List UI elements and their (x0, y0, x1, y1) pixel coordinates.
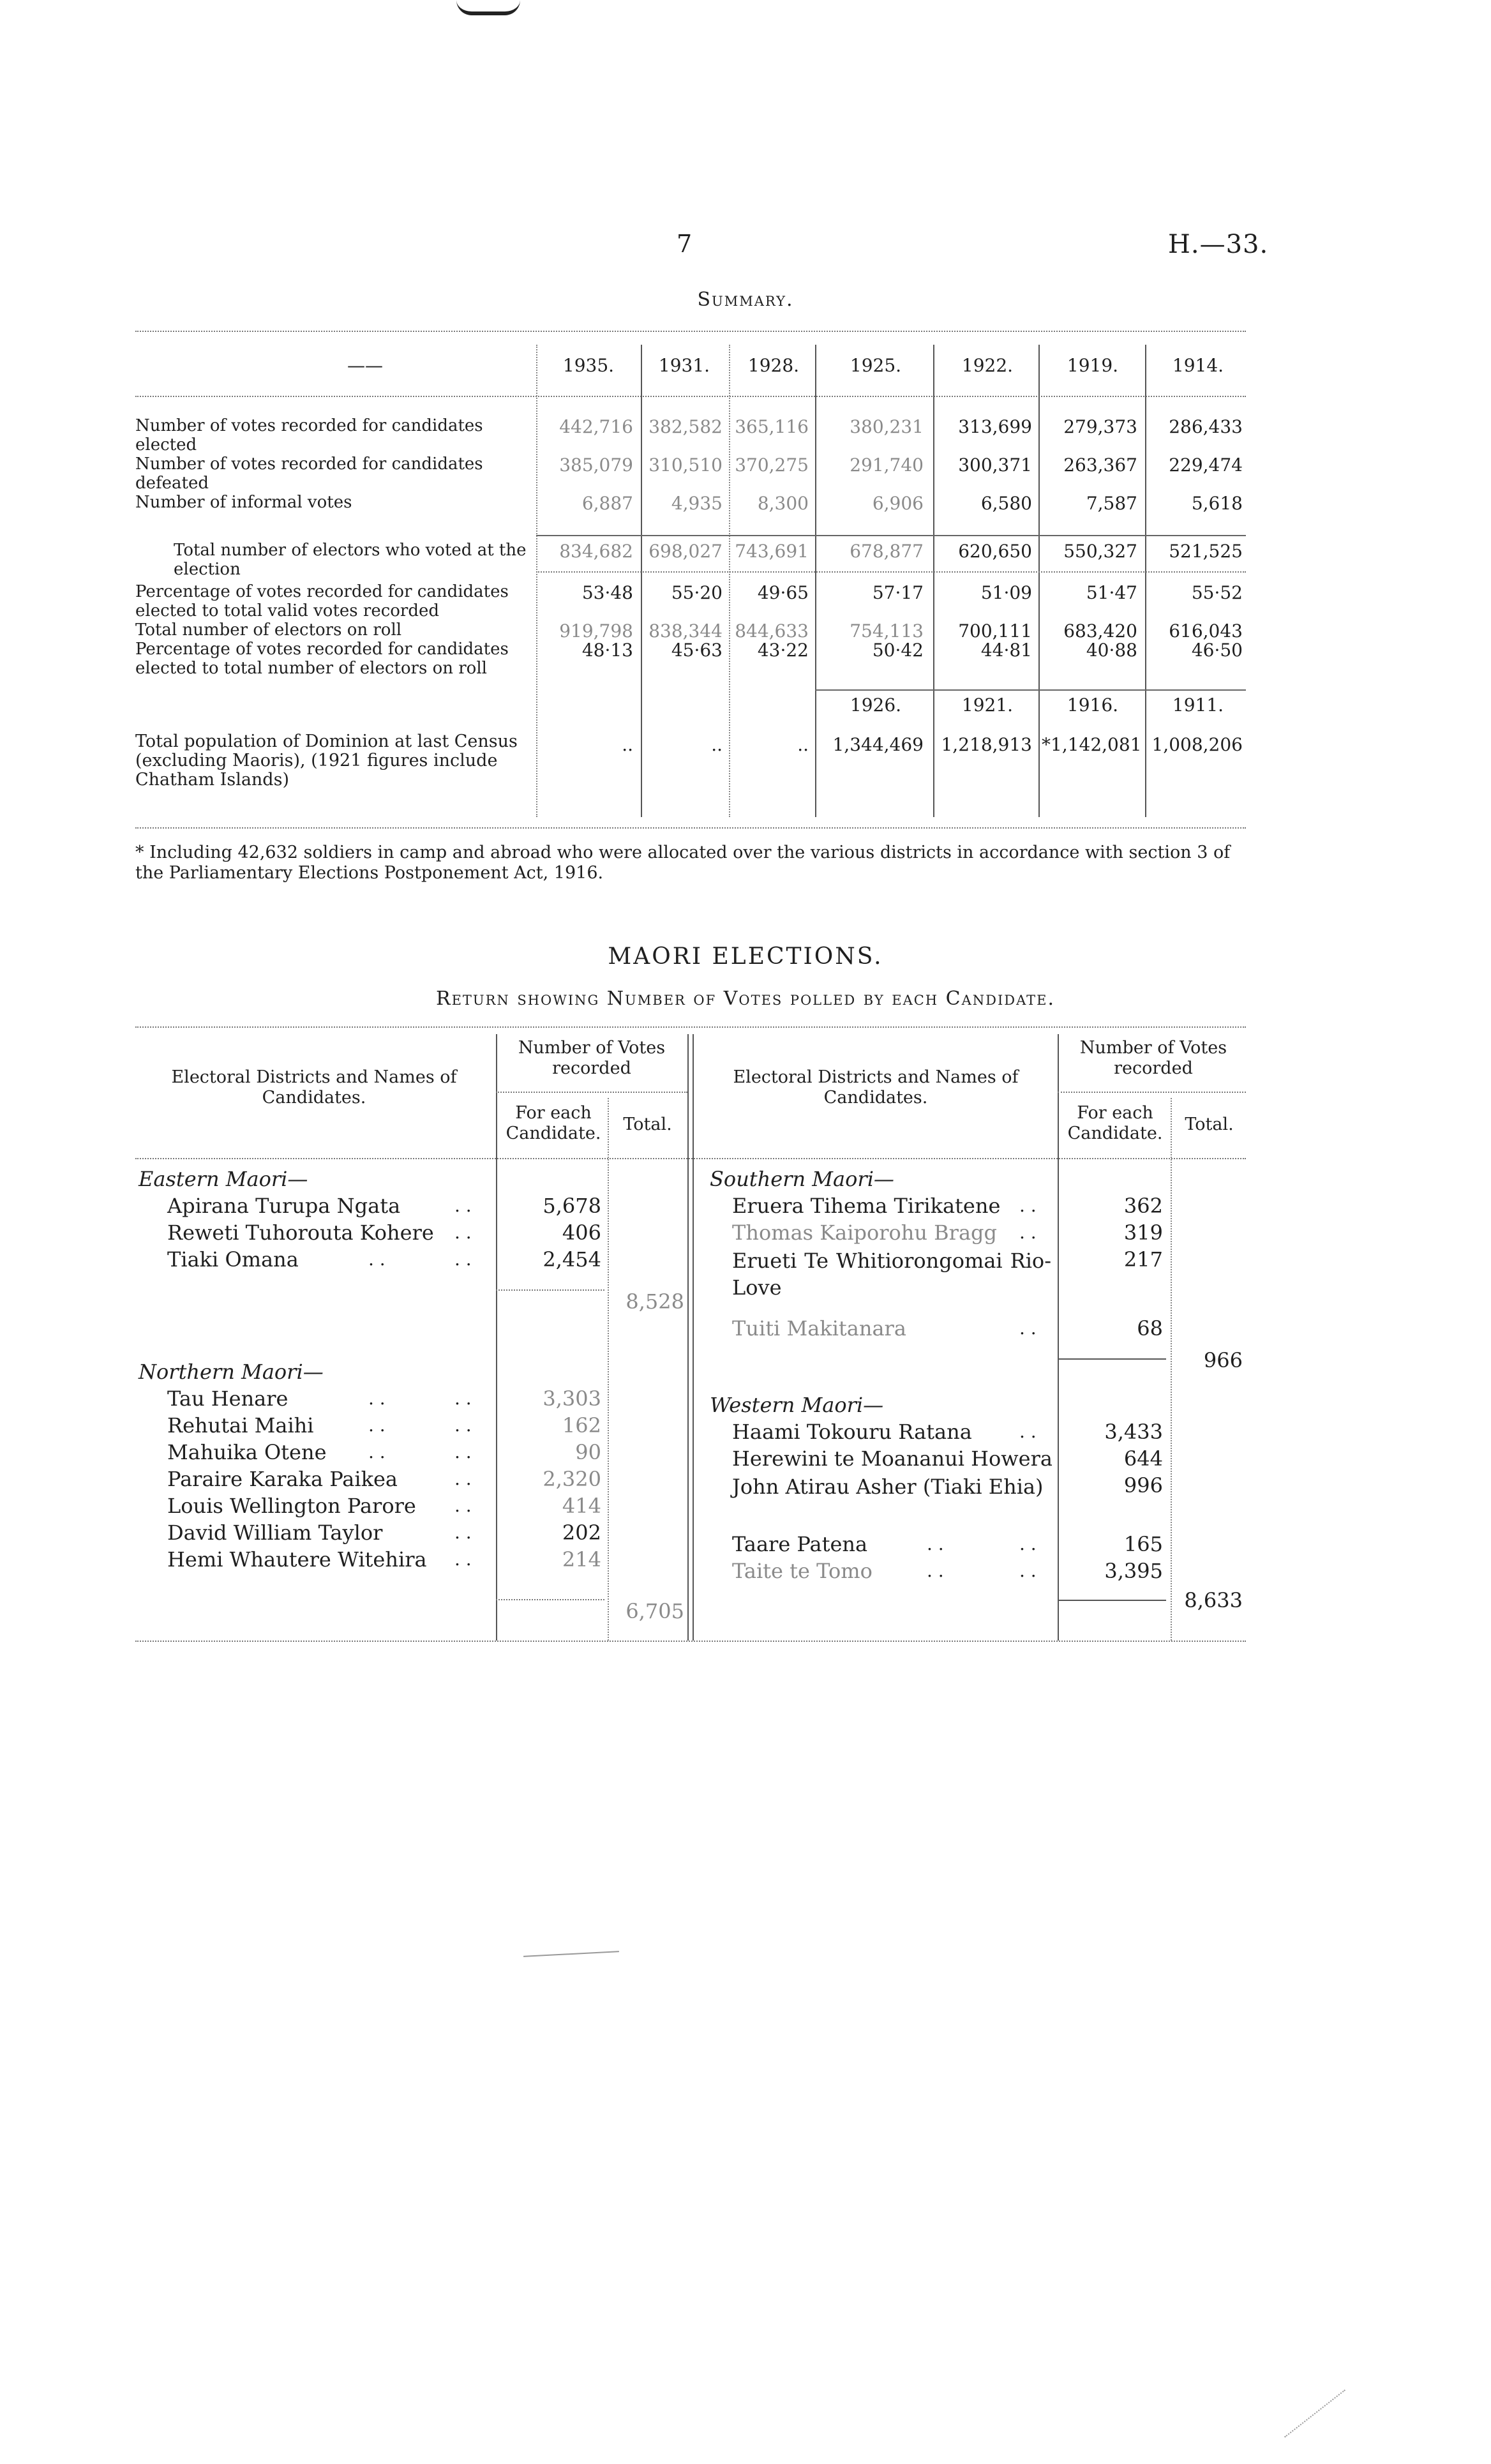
district-western-maori: Western Maori— (710, 1393, 884, 1417)
candidate-name: Tau Henare (167, 1386, 288, 1411)
summary-cell: 286,433 (1169, 416, 1243, 437)
candidate-name: Reweti Tuhorouta Kohere (167, 1221, 434, 1245)
summary-cell: 385,079 (559, 454, 633, 476)
binding-mark (456, 0, 520, 15)
right-district-header: Electoral Districts and Names of Candidates. (733, 1067, 1019, 1108)
column-header-blank: —— (347, 355, 383, 376)
candidate-votes: 3,303 (543, 1386, 601, 1411)
stray-mark (1284, 2389, 1345, 2437)
candidate-name: Mahuika Otene (167, 1440, 327, 1464)
summary-cell: 698,027 (648, 541, 723, 562)
candidate-votes: 3,433 (1104, 1420, 1163, 1444)
district-southern-maori: Southern Maori— (710, 1167, 894, 1191)
row-label-total-voted: Total number of electors who voted at the election (174, 541, 527, 579)
summary-cell: 838,344 (648, 620, 723, 642)
summary-cell: 683,420 (1063, 620, 1137, 642)
summary-cell: 382,582 (648, 416, 723, 437)
summary-footnote: * Including 42,632 soldiers in camp and abroad who were allocated over the various districts in accordance with section 3 of the Parliamentary Elections Postponement Act, 1916. (135, 843, 1231, 883)
census-year-1916: 1916. (1067, 695, 1119, 716)
summary-cell: 743,691 (735, 541, 809, 562)
census-cell: .. (622, 734, 633, 755)
right-total-header: Total. (1185, 1115, 1234, 1134)
summary-cell: 229,474 (1169, 454, 1243, 476)
candidate-name: Haami Tokouru Ratana (732, 1420, 972, 1444)
candidate-name: Erueti Te Whitiorongomai Rio-Love (732, 1249, 1051, 1300)
summary-cell: 300,371 (958, 454, 1032, 476)
column-header-1922: 1922. (961, 355, 1014, 376)
candidate-name: David William Taylor (167, 1521, 383, 1545)
right-for-each-header: For each Candidate. (1067, 1103, 1163, 1143)
row-label-votes-elected: Number of votes recorded for candidates elected (135, 416, 483, 454)
candidate-votes: 68 (1137, 1316, 1163, 1341)
district-total: 8,528 (626, 1289, 684, 1314)
summary-cell: 55·20 (671, 582, 723, 603)
district-total: 966 (1203, 1348, 1243, 1372)
summary-cell: 5,618 (1191, 493, 1243, 514)
summary-cell: 263,367 (1063, 454, 1137, 476)
summary-cell: 57·17 (872, 582, 924, 603)
column-header-1928: 1928. (747, 355, 800, 376)
census-year-1921: 1921. (961, 695, 1014, 716)
candidate-name: Apirana Turupa Ngata (167, 1194, 401, 1218)
district-eastern-maori: Eastern Maori— (139, 1167, 308, 1191)
summary-cell: 365,116 (735, 416, 809, 437)
census-year-1911: 1911. (1172, 695, 1224, 716)
summary-cell: 310,510 (648, 454, 723, 476)
summary-cell: 380,231 (850, 416, 924, 437)
candidate-name: Tuiti Makitanara (732, 1316, 906, 1341)
candidate-votes: 644 (1123, 1446, 1163, 1471)
summary-cell: 49·65 (757, 582, 809, 603)
row-label-census: Total population of Dominion at last Census (excluding Maoris), (1921 figures include Chatham Islands) (135, 732, 518, 790)
candidate-votes: 2,454 (543, 1247, 601, 1272)
maori-elections-title: MAORI ELECTIONS. (608, 943, 883, 970)
summary-cell: 51·09 (980, 582, 1032, 603)
candidate-votes: 214 (562, 1547, 601, 1572)
page-number: 7 (677, 230, 693, 258)
column-header-1931: 1931. (658, 355, 710, 376)
candidate-name: Tiaki Omana (167, 1247, 299, 1272)
maori-elections-subtitle: Return showing Number of Votes polled by each Candidate. (435, 988, 1056, 1010)
summary-cell: 4,935 (671, 493, 723, 514)
candidate-name: Rehutai Maihi (167, 1413, 314, 1438)
census-cell: *1,142,081 (1042, 734, 1142, 755)
row-label-pct-valid: Percentage of votes recorded for candidates elected to total valid votes recorded (135, 582, 509, 620)
summary-cell: 313,699 (958, 416, 1032, 437)
row-label-votes-defeated: Number of votes recorded for candidates defeated (135, 454, 483, 493)
summary-cell: 754,113 (850, 620, 924, 642)
right-votes-header: Number of Votes recorded (1079, 1038, 1227, 1078)
row-label-informal-votes: Number of informal votes (135, 493, 352, 512)
candidate-name: Thomas Kaiporohu Bragg (732, 1221, 998, 1245)
maori-votes-table: Electoral Districts and Names of Candidates. Number of Votes recorded For each Candidate. Total. Electoral Districts and Names of Candidates. Number of Votes recorded For each Candidate. Total. Eastern Maori— Apirana Turupa Ngata . . 5,678 Reweti Tuhorouta Kohere . . 406 Tiaki Omana . . . . 2,454 8,528 Northern Maori— Tau Henare . . . . 3,303 Rehutai Maihi . . . . 162 Mahuika Otene . . . . 90 Paraire Karaka Paikea . . 2,320 Louis Wellington Parore . . 414 David William Taylor . . 202 Hemi Whautere Witehira . . 214 6,705 Southern Maori— Eruera Tihema Tirikatene . . 362 Thomas Kaiporohu Bragg . . 319 Erueti Te Whitiorongomai Rio-Love 217 Tuiti Makitanara . . 68 966 Western Maori— Haami Tokouru Ratana . . 3,433 Herewini te Moananui Howera 644 John Atirau Asher (Tiaki Ehia) 996 Taare Patena . . . . 165 Taite te Tomo . . . . 3,395 8,633 (135, 1021, 1246, 1647)
row-label-electors-on-roll: Total number of electors on roll (135, 620, 402, 640)
summary-cell: 51·47 (1086, 582, 1137, 603)
candidate-name: Louis Wellington Parore (167, 1494, 416, 1518)
candidate-votes: 2,320 (543, 1467, 601, 1491)
summary-cell: 45·63 (671, 640, 723, 661)
candidate-votes: 90 (575, 1440, 601, 1464)
left-for-each-header: For each Candidate. (506, 1103, 601, 1143)
document-reference: H.—33. (1168, 230, 1269, 259)
candidate-name: Herewini te Moananui Howera (732, 1446, 1053, 1471)
candidate-name: Taare Patena (732, 1532, 868, 1556)
candidate-votes: 319 (1123, 1221, 1163, 1245)
summary-cell: 6,580 (980, 493, 1032, 514)
candidate-votes: 996 (1123, 1473, 1163, 1498)
summary-cell: 678,877 (850, 541, 924, 562)
summary-cell: 48·13 (581, 640, 633, 661)
summary-cell: 844,633 (735, 620, 809, 642)
census-cell: 1,008,206 (1151, 734, 1243, 755)
column-header-1914: 1914. (1172, 355, 1224, 376)
summary-cell: 7,587 (1086, 493, 1137, 514)
candidate-votes: 406 (562, 1221, 601, 1245)
summary-cell: 46·50 (1191, 640, 1243, 661)
column-header-1925: 1925. (850, 355, 902, 376)
summary-title: Summary. (697, 289, 794, 311)
summary-cell: 291,740 (850, 454, 924, 476)
candidate-name: Paraire Karaka Paikea (167, 1467, 398, 1491)
summary-cell: 279,373 (1063, 416, 1137, 437)
census-cell: .. (711, 734, 723, 755)
census-year-1926: 1926. (850, 695, 902, 716)
summary-cell: 6,887 (581, 493, 633, 514)
candidate-votes: 217 (1123, 1247, 1163, 1272)
candidate-votes: 3,395 (1104, 1559, 1163, 1583)
candidate-name: Hemi Whautere Witehira (167, 1547, 427, 1572)
left-votes-header: Number of Votes recorded (518, 1038, 666, 1078)
summary-cell: 442,716 (559, 416, 633, 437)
summary-cell: 700,111 (958, 620, 1032, 642)
candidate-votes: 202 (562, 1521, 601, 1545)
summary-cell: 521,525 (1169, 541, 1243, 562)
column-header-1919: 1919. (1067, 355, 1119, 376)
summary-cell: 6,906 (872, 493, 924, 514)
summary-cell: 919,798 (559, 620, 633, 642)
district-total: 6,705 (626, 1599, 684, 1623)
summary-cell: 834,682 (559, 541, 633, 562)
summary-cell: 8,300 (757, 493, 809, 514)
census-cell: 1,344,469 (832, 734, 924, 755)
district-total: 8,633 (1184, 1588, 1243, 1612)
row-label-pct-roll: Percentage of votes recorded for candidates elected to total number of electors on roll (135, 640, 509, 678)
candidate-votes: 165 (1123, 1532, 1163, 1556)
census-cell: .. (797, 734, 809, 755)
stray-mark (523, 1951, 619, 1957)
left-total-header: Total. (623, 1115, 672, 1134)
summary-cell: 55·52 (1191, 582, 1243, 603)
summary-cell: 616,043 (1169, 620, 1243, 642)
candidate-name: Eruera Tihema Tirikatene (732, 1194, 1001, 1218)
summary-cell: 40·88 (1086, 640, 1137, 661)
census-cell: 1,218,913 (941, 734, 1032, 755)
candidate-name: Taite te Tomo (732, 1559, 873, 1583)
column-header-1935: 1935. (562, 355, 615, 376)
summary-cell: 43·22 (757, 640, 809, 661)
summary-cell: 53·48 (581, 582, 633, 603)
district-northern-maori: Northern Maori— (139, 1360, 324, 1384)
candidate-votes: 162 (562, 1413, 601, 1438)
candidate-votes: 414 (562, 1494, 601, 1518)
summary-cell: 44·81 (980, 640, 1032, 661)
summary-cell: 50·42 (872, 640, 924, 661)
summary-cell: 370,275 (735, 454, 809, 476)
left-district-header: Electoral Districts and Names of Candidates. (171, 1067, 457, 1108)
summary-cell: 620,650 (958, 541, 1032, 562)
summary-cell: 550,327 (1063, 541, 1137, 562)
candidate-votes: 362 (1123, 1194, 1163, 1218)
candidate-votes: 5,678 (543, 1194, 601, 1218)
candidate-name: John Atirau Asher (Tiaki Ehia) (732, 1475, 1044, 1499)
